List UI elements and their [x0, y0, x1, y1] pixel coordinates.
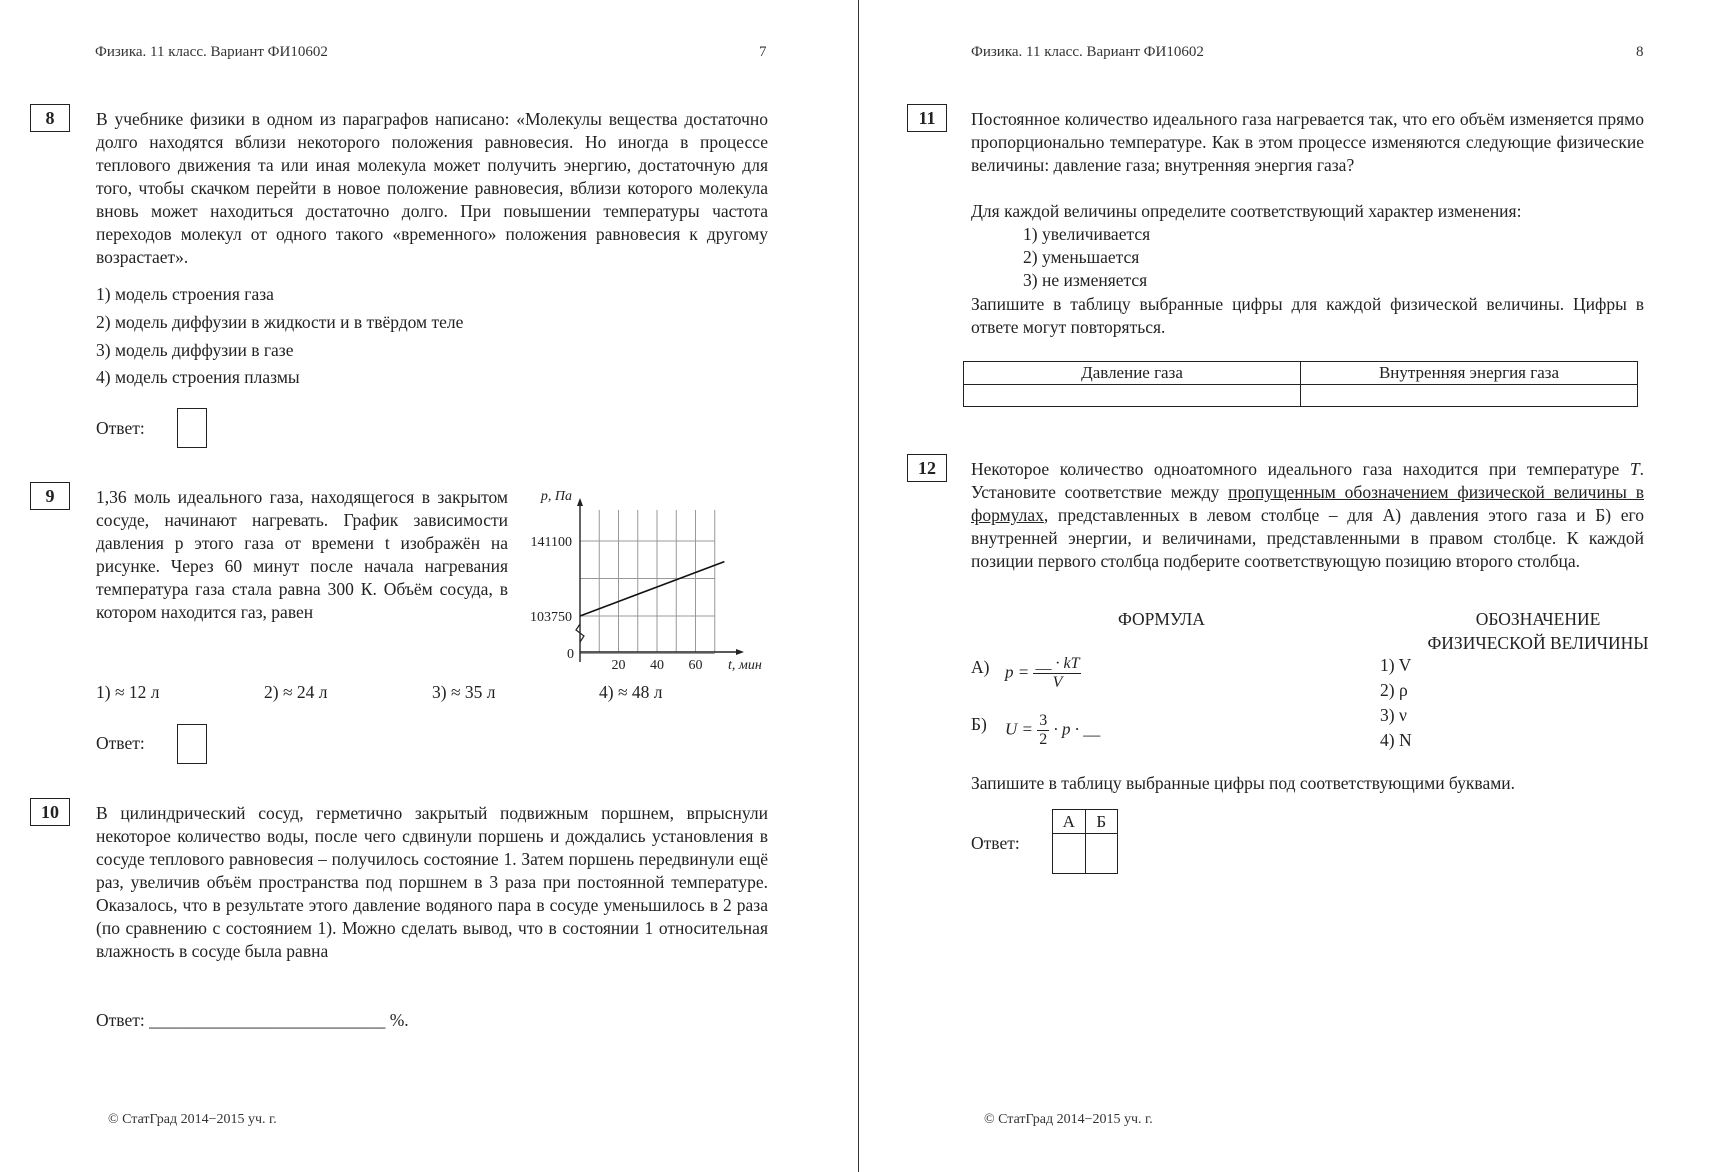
q9-option-1[interactable]: 1) ≈ 12 л	[96, 682, 160, 702]
question-9-text: 1,36 моль идеального газа, находящегося в закрытом сосуде, начинают нагревать. График зависимости давления p этого газа от времени t изображён на рисунке. Через 60 минут после начала нагревания температура газа стала равна 300 К. Объём сосуда, в котором находится газ, равен	[96, 487, 508, 622]
x-tick-label: 20	[611, 658, 626, 673]
q10-answer-row	[96, 1010, 409, 1031]
question-number-12: 12	[907, 454, 947, 482]
q8-option-4[interactable]: 4) модель строения плазмы	[96, 367, 300, 387]
y-tick-label: 103750	[530, 610, 572, 625]
q11-instruction: Для каждой величины определите соответствующий характер изменения:	[971, 201, 1522, 221]
q12-formula-b	[1005, 712, 1100, 749]
q8-option-3[interactable]: 3) модель диффузии в газе	[96, 340, 294, 360]
q12-note: Запишите в таблицу выбранные цифры под соответствующими буквами.	[971, 773, 1516, 793]
page-footer: © СтатГрад 2014−2015 уч. г.	[984, 1112, 1153, 1127]
q11-answer-cell-energy[interactable]	[1301, 385, 1638, 407]
q11-option-3: 3) не изменяется	[1023, 270, 1148, 290]
x-tick-label: 60	[688, 658, 703, 673]
q9-answer-box[interactable]	[177, 724, 207, 764]
x-tick-label: 40	[650, 658, 664, 673]
q12-formula-a-label: А)	[971, 657, 990, 677]
q10-answer-label: Ответ:	[96, 1010, 150, 1030]
q12-formula-a-numerator: __ · kT	[1035, 655, 1080, 672]
q11-answer-cell-pressure[interactable]	[964, 385, 1301, 407]
question-12-text	[971, 458, 1644, 573]
q9-option-3[interactable]: 3) ≈ 35 л	[432, 682, 496, 702]
q8-answer-label: Ответ:	[96, 418, 145, 438]
q12-answer-cell-b[interactable]	[1085, 834, 1118, 874]
q12-table-header-b: Б	[1085, 810, 1118, 834]
q9-option-4[interactable]: 4) ≈ 48 л	[599, 682, 663, 702]
q12-formula-b-label: Б)	[971, 714, 987, 734]
page-header: Физика. 11 класс. Вариант ФИ10602	[971, 44, 1204, 60]
q12-right-option-1: 1) V	[1380, 655, 1412, 675]
y-tick-label: 141100	[530, 535, 572, 550]
q11-note: Запишите в таблицу выбранные цифры для каждой физической величины. Цифры в ответе могут повторяться.	[971, 294, 1644, 337]
question-8-text: В учебнике физики в одном из параграфов написано: «Молекулы вещества достаточно долго находятся вблизи некоторого положения равновесия. Но иногда в процессе теплового движения та или иная молекула может получить энергию, достаточную для того, чтобы скачком перейти в новое положение равновесия, вблизи которого молекула вновь может находиться достаточно долго. При повышении температуры частота переходов молекул от одного такого «временного» положения равновесия к другому возрастает».	[96, 109, 768, 267]
page-footer: © СтатГрад 2014−2015 уч. г.	[108, 1112, 277, 1127]
page-number: 8	[1636, 44, 1644, 60]
q12-formula-a-lhs: p =	[1005, 662, 1030, 682]
q8-option-1[interactable]: 1) модель строения газа	[96, 284, 274, 304]
q10-answer-unit: %.	[385, 1010, 409, 1030]
origin-label: 0	[567, 647, 574, 662]
q12-formula-a-fraction	[1033, 655, 1081, 692]
q12-text-underlined: пропущенным обозначением физической величины в формулах	[971, 482, 1644, 525]
q12-answer-label: Ответ:	[971, 833, 1020, 853]
q12-formula-a-denominator: V	[1052, 674, 1063, 691]
q12-formula-b-numerator: 3	[1039, 712, 1048, 729]
q8-option-2[interactable]: 2) модель диффузии в жидкости и в твёрдом теле	[96, 312, 464, 332]
question-10-text: В цилиндрический сосуд, герметично закрытый подвижным поршнем, впрыснули некоторое количество воды, после чего сдвинули поршень и дождались установления в сосуде теплового равновесия – получилось состояние 1. Затем поршень передвинули ещё раз, увеличив объём пространства под поршнем в 3 раза при постоянной температуре. Оказалось, что в результате этого давление водяного пара в сосуде уменьшилось в 2 раза (по сравнению с состоянием 1). Можно сделать вывод, что в состоянии 1 относительная влажность в сосуде была равна	[96, 803, 768, 961]
q8-answer-box[interactable]	[177, 408, 207, 448]
q12-formula-b-lhs: U =	[1005, 719, 1033, 739]
y-axis-title: p, Па	[540, 489, 572, 504]
q11-option-1: 1) увеличивается	[1023, 224, 1151, 244]
q12-right-option-4: 4) N	[1380, 730, 1412, 750]
q11-option-2: 2) уменьшается	[1023, 247, 1140, 267]
q12-text-temperature: T	[1629, 459, 1640, 479]
q12-table-header-a: А	[1053, 810, 1086, 834]
q11-table-header-energy: Внутренняя энергия газа	[1301, 362, 1638, 385]
q12-text-end: , представленных в левом столбце – для А) давления этого газа и Б) его внутренней энергии, и величинами, представленными в правом столбце. К каждой позиции первого столбца подберите соответствующую позицию второго столбца.	[971, 505, 1644, 571]
q12-formula-b-denominator: 2	[1039, 731, 1048, 748]
series-line	[580, 562, 724, 616]
question-number-11: 11	[907, 104, 947, 132]
x-axis-arrow	[736, 649, 744, 655]
pressure-time-chart	[514, 480, 776, 682]
q12-text-start: Некоторое количество одноатомного идеального газа находится при температуре	[971, 459, 1630, 479]
right-page	[860, 0, 1716, 1172]
q12-right-option-2: 2) ρ	[1380, 680, 1408, 700]
q12-col-right-header-2: ФИЗИЧЕСКОЙ ВЕЛИЧИНЫ	[1427, 633, 1649, 653]
q9-answer-label: Ответ:	[96, 733, 145, 753]
q12-col-left-header: ФОРМУЛА	[1118, 609, 1205, 629]
q11-answer-table	[963, 361, 1638, 407]
question-number-8: 8	[30, 104, 70, 132]
question-11-text: Постоянное количество идеального газа нагревается так, что его объём изменяется прямо пропорционально температуре. Как в этом процессе изменяются следующие физические величины: давление газа; внутренняя энергия газа?	[971, 109, 1644, 175]
q12-text-mid: . Установите соответствие между	[971, 459, 1644, 502]
q12-answer-cell-a[interactable]	[1053, 834, 1086, 874]
question-number-10: 10	[30, 798, 70, 826]
y-axis-arrow	[577, 498, 583, 506]
q11-table-header-pressure: Давление газа	[964, 362, 1301, 385]
q12-formula-b-fraction	[1037, 712, 1049, 749]
x-axis-title: t, мин	[728, 658, 762, 673]
q10-answer-blank[interactable]: ___________________________	[149, 1010, 386, 1030]
q9-option-2[interactable]: 2) ≈ 24 л	[264, 682, 328, 702]
page-header: Физика. 11 класс. Вариант ФИ10602	[95, 44, 328, 60]
q12-answer-table	[1052, 809, 1118, 874]
q12-col-right-header-1: ОБОЗНАЧЕНИЕ	[1475, 609, 1601, 629]
q12-right-option-3: 3) ν	[1380, 705, 1407, 725]
question-number-9: 9	[30, 482, 70, 510]
page-divider	[858, 0, 859, 1172]
page-number: 7	[759, 44, 767, 60]
q12-formula-a	[1005, 655, 1081, 692]
q12-formula-b-rhs: · p · __	[1053, 719, 1101, 739]
